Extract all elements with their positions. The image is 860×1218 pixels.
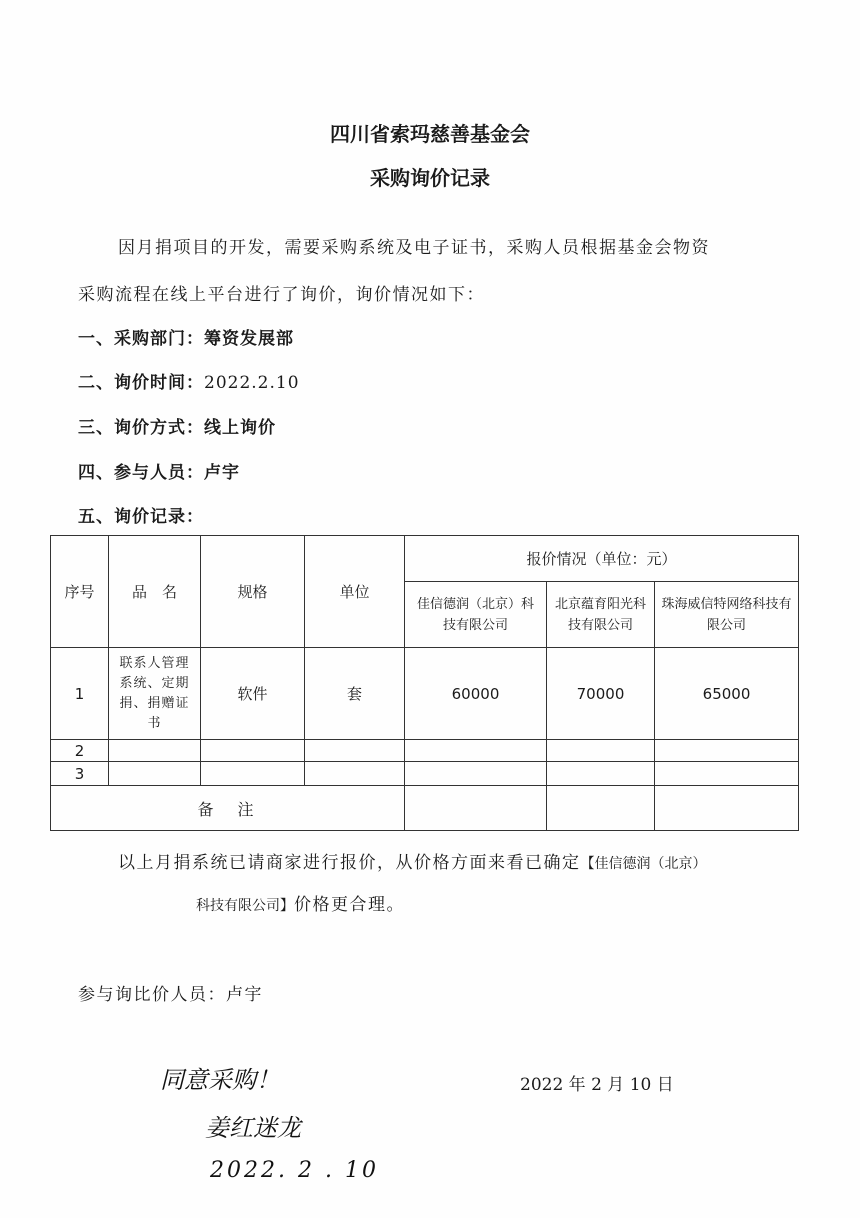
intro-line-2: 采购流程在线上平台进行了询价，询价情况如下： (78, 285, 485, 305)
conclusion-line-1 (118, 848, 707, 873)
header-unit: 单位 (305, 536, 405, 648)
intro-line-1: 因月捐项目的开发，需要采购系统及电子证书，采购人员根据基金会物资 (118, 238, 710, 258)
header-vendor-1: 佳信德润（北京）科技有限公司 (405, 582, 547, 648)
row-price-3: 65000 (655, 648, 799, 740)
remark-label: 备 注 (51, 786, 405, 831)
table-row (51, 740, 799, 762)
table-row (51, 762, 799, 786)
section-method-label: 三、询价方式： (78, 418, 204, 438)
row-price-2: 70000 (547, 648, 655, 740)
conclusion-text: 以上月捐系统已请商家进行报价，从价格方面来看已确定 (118, 853, 581, 873)
section-dept (78, 324, 294, 349)
row-seq: 3 (51, 762, 109, 786)
section-dept-value: 筹资发展部 (204, 329, 294, 349)
document-subtitle: 采购询价记录 (370, 166, 490, 190)
section-dept-label: 一、采购部门： (78, 329, 204, 349)
remark-cell (405, 786, 547, 831)
participants-line: 参与询比价人员：卢宇 (78, 985, 263, 1005)
header-quote: 报价情况（单位：元） (405, 536, 799, 582)
table-row (51, 648, 799, 740)
remark-cell (547, 786, 655, 831)
row-price-1: 60000 (405, 648, 547, 740)
row-item (109, 762, 201, 786)
header-spec: 规格 (201, 536, 305, 648)
approval-handwriting: 同意采购！ (160, 1066, 280, 1094)
row-price-2 (547, 762, 655, 786)
row-price-1 (405, 762, 547, 786)
document-date: 2022 年 2 月 10 日 (520, 1075, 674, 1095)
row-item: 联系人管理系统、定期捐、捐赠证书 (109, 648, 201, 740)
row-spec (201, 762, 305, 786)
section-record: 五、询价记录： (78, 507, 204, 527)
row-unit (305, 740, 405, 762)
remark-cell (655, 786, 799, 831)
section-method-value: 线上询价 (204, 418, 276, 438)
row-spec: 软件 (201, 648, 305, 740)
row-price-1 (405, 740, 547, 762)
section-method (78, 413, 276, 438)
signature: 姜红迷龙 (205, 1114, 301, 1142)
section-time-value: 2022.2.10 (204, 373, 300, 393)
row-price-3 (655, 762, 799, 786)
conclusion-vendor-cont: 科技有限公司】 (196, 898, 294, 914)
section-time-label: 二、询价时间： (78, 373, 204, 393)
section-time (78, 368, 300, 393)
row-seq: 1 (51, 648, 109, 740)
header-seq: 序号 (51, 536, 109, 648)
section-people-label: 四、参与人员： (78, 463, 204, 483)
document-title: 四川省索玛慈善基金会 (330, 122, 530, 146)
row-spec (201, 740, 305, 762)
row-item (109, 740, 201, 762)
row-unit: 套 (305, 648, 405, 740)
conclusion-text-cont: 价格更合理。 (294, 895, 405, 915)
row-price-3 (655, 740, 799, 762)
section-people-value: 卢宇 (204, 463, 240, 483)
row-seq: 2 (51, 740, 109, 762)
section-people (78, 458, 240, 483)
handwritten-date: 2022. 2 . 10 (210, 1158, 379, 1183)
conclusion-vendor: 【佳信德润（北京） (580, 856, 707, 872)
header-vendor-2: 北京蕴育阳光科技有限公司 (547, 582, 655, 648)
header-vendor-3: 珠海威信特网络科技有限公司 (655, 582, 799, 648)
quote-table (50, 535, 799, 831)
header-item: 品 名 (109, 536, 201, 648)
row-unit (305, 762, 405, 786)
row-price-2 (547, 740, 655, 762)
conclusion-line-2 (196, 890, 405, 915)
